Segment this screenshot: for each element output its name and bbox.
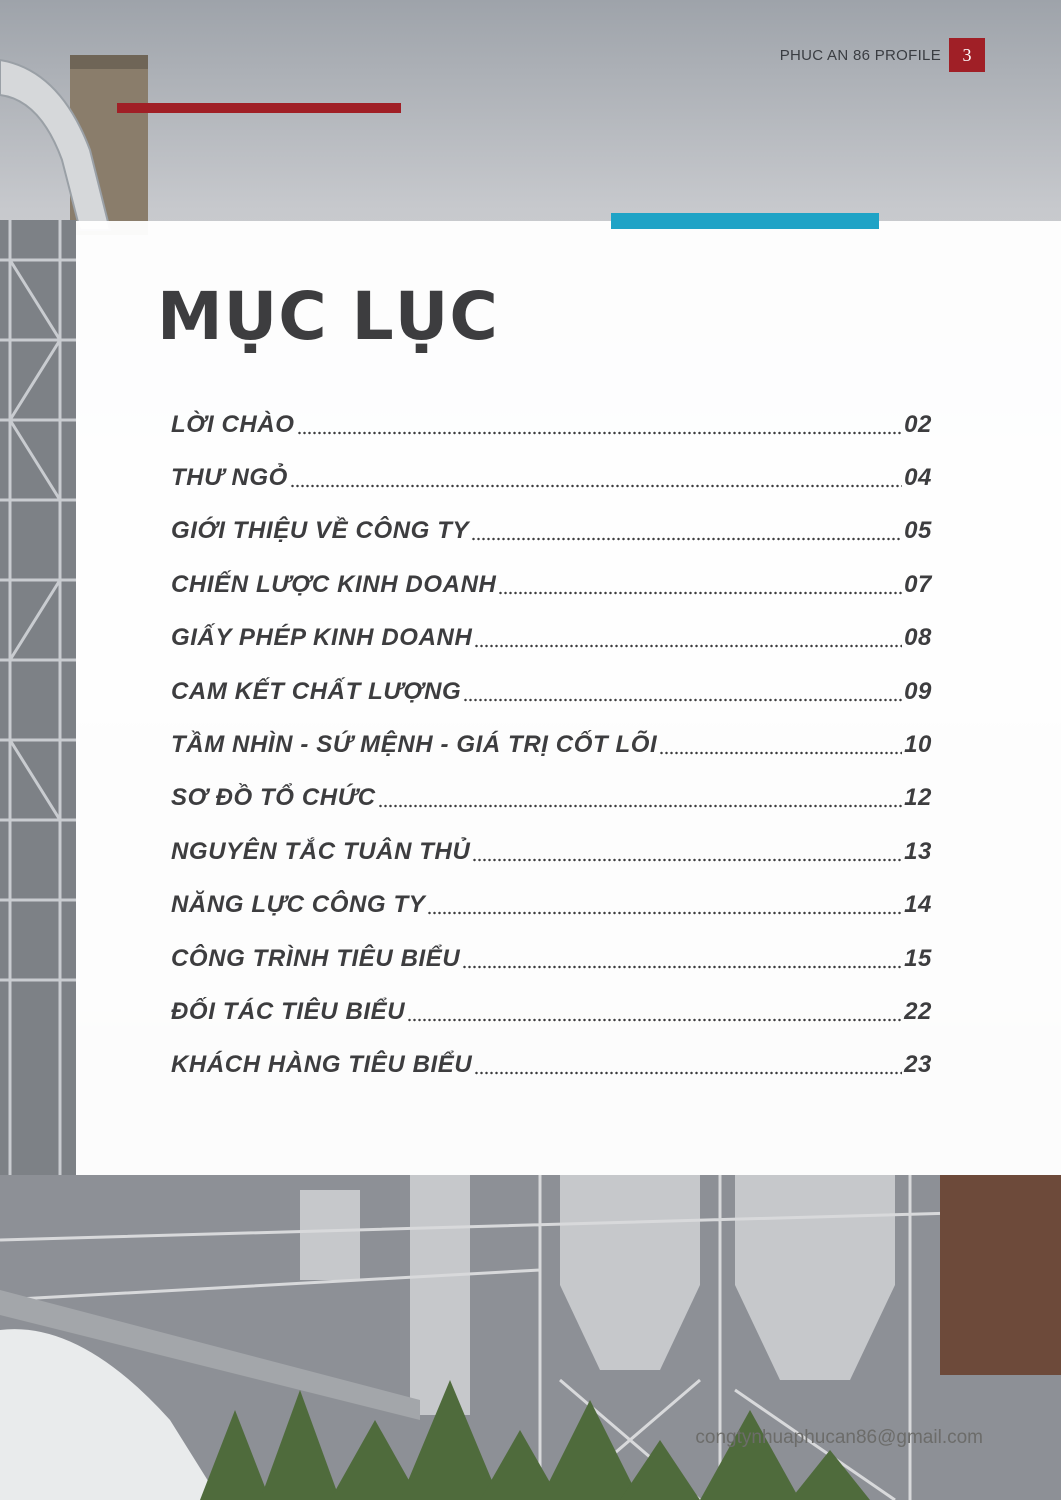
toc-entry-label: KHÁCH HÀNG TIÊU BIỂU <box>171 1051 473 1079</box>
toc-entry-label: CÔNG TRÌNH TIÊU BIỂU <box>171 944 461 972</box>
toc-entry-label: TẦM NHÌN - SỨ MỆNH - GIÁ TRỊ CỐT LÕI <box>171 731 658 759</box>
toc-entry[interactable] <box>171 558 932 611</box>
toc-entry-label: NĂNG LỰC CÔNG TY <box>171 891 426 919</box>
toc-dot-leader <box>462 965 902 969</box>
toc-entry-label: NGUYÊN TẮC TUÂN THỦ <box>171 837 471 865</box>
toc-entry-page: 14 <box>904 891 932 919</box>
page-header <box>780 38 985 72</box>
table-of-contents <box>171 398 932 1092</box>
toc-dot-leader <box>427 911 902 915</box>
toc-entry-label: GIỚI THIỆU VỀ CÔNG TY <box>171 517 470 545</box>
toc-dot-leader <box>472 858 902 862</box>
toc-entry-page: 15 <box>904 944 932 972</box>
toc-entry[interactable] <box>171 932 932 985</box>
toc-entry-label: ĐỐI TÁC TIÊU BIỂU <box>171 997 406 1025</box>
toc-entry-label: CAM KẾT CHẤT LƯỢNG <box>171 677 462 705</box>
toc-entry-page: 09 <box>904 677 932 705</box>
toc-entry-page: 22 <box>904 997 932 1025</box>
toc-entry-page: 05 <box>904 517 932 545</box>
toc-entry-page: 10 <box>904 731 932 759</box>
toc-entry[interactable] <box>171 505 932 558</box>
toc-entry-label: SƠ ĐỒ TỔ CHỨC <box>171 784 376 812</box>
toc-entry-label: THƯ NGỎ <box>171 464 288 492</box>
toc-dot-leader <box>474 1071 902 1075</box>
toc-entry[interactable] <box>171 985 932 1038</box>
toc-entry-page: 08 <box>904 624 932 652</box>
page-title: MỤC LỤC <box>157 278 499 355</box>
red-accent-bar <box>117 103 401 113</box>
toc-dot-leader <box>297 431 903 435</box>
toc-dot-leader <box>463 698 902 702</box>
toc-entry-page: 13 <box>904 837 932 865</box>
toc-entry[interactable] <box>171 665 932 718</box>
footer-email: congtynhuaphucan86@gmail.com <box>695 1427 983 1448</box>
toc-entry-label: LỜI CHÀO <box>171 410 295 438</box>
toc-entry-page: 04 <box>904 464 932 492</box>
toc-entry[interactable] <box>171 879 932 932</box>
toc-entry[interactable] <box>171 825 932 878</box>
blue-accent-bar <box>611 213 879 229</box>
toc-dot-leader <box>471 537 902 541</box>
toc-entry-page: 07 <box>904 570 932 598</box>
page-number-badge: 3 <box>949 38 985 72</box>
toc-entry[interactable] <box>171 718 932 771</box>
toc-entry-page: 23 <box>904 1051 932 1079</box>
header-title: PHUC AN 86 PROFILE <box>779 46 941 64</box>
toc-entry[interactable] <box>171 1039 932 1092</box>
toc-entry-label: GIẤY PHÉP KINH DOANH <box>171 624 473 652</box>
toc-entry-page: 02 <box>904 410 932 438</box>
toc-dot-leader <box>474 644 902 648</box>
toc-entry[interactable] <box>171 612 932 665</box>
toc-dot-leader <box>498 591 902 595</box>
toc-entry[interactable] <box>171 451 932 504</box>
toc-entry-label: CHIẾN LƯỢC KINH DOANH <box>171 570 497 598</box>
toc-entry[interactable] <box>171 398 932 451</box>
toc-dot-leader <box>378 804 902 808</box>
toc-dot-leader <box>290 484 902 488</box>
toc-dot-leader <box>407 1018 902 1022</box>
toc-entry[interactable] <box>171 772 932 825</box>
toc-entry-page: 12 <box>904 784 932 812</box>
toc-dot-leader <box>659 751 902 755</box>
